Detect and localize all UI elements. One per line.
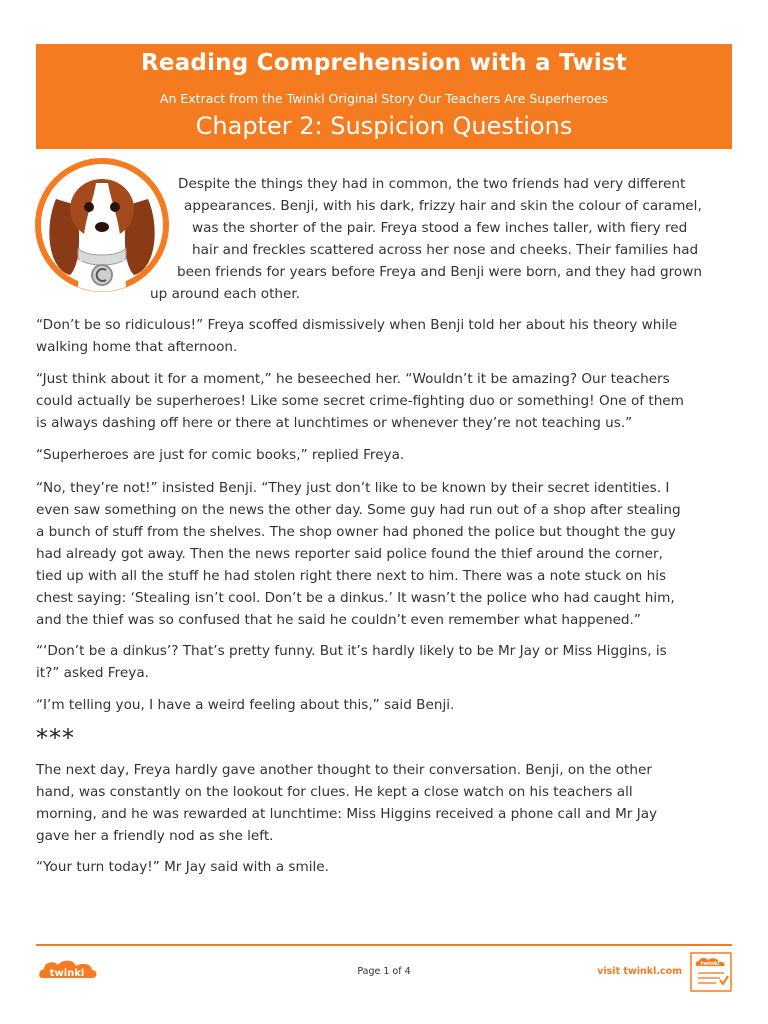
page-subtitle: An Extract from the Twinkl Original Story Our Teachers Are Superheroes <box>159 91 609 106</box>
text-line: “Your turn today!” Mr Jay said with a smile. <box>36 859 329 875</box>
paragraph-9 <box>36 856 736 878</box>
text-line: “No, they’re not!” insisted Benji. “They just don’t like to be known by their secret identities. I <box>36 480 670 496</box>
scene-separator: *** <box>36 724 75 752</box>
header-banner <box>36 44 732 149</box>
text-line: could actually be superheroes! Like some secret crime-fighting duo or something! One of them <box>36 393 684 409</box>
text-line: it?” asked Freya. <box>36 665 149 681</box>
visit-link[interactable]: visit twinkl.com <box>597 966 682 977</box>
text-line: chest saying: ‘Stealing isn’t cool. Don’t be a dinkus.’ It wasn’t the police who had caught him, <box>36 590 675 606</box>
text-line: was the shorter of the pair. Freya stood a few inches taller, with fiery red <box>192 220 688 236</box>
paragraph-6 <box>36 640 736 684</box>
logo-text: twinkl <box>49 968 85 979</box>
text-line: “Just think about it for a moment,” he beseeched her. “Wouldn’t it be amazing? Our teachers <box>36 371 670 387</box>
text-line: tied up with all the stuff he had stolen right there next to him. There was a note stuck on his <box>36 568 667 584</box>
paragraph-4 <box>36 444 736 466</box>
text-line: “‘Don’t be a dinkus’? That’s pretty funny. But it’s hardly likely to be Mr Jay or Miss Higgins, is <box>36 643 667 659</box>
text-line: hand, was constantly on the lookout for clues. He kept a close watch on his teachers all <box>36 784 633 800</box>
text-line: walking home that afternoon. <box>36 339 238 355</box>
text-line: had already got away. Then the news reporter said police found the thief around the corner, <box>36 546 663 562</box>
text-line: The next day, Freya hardly gave another thought to their conversation. Benji, on the other <box>36 762 652 778</box>
text-line: even saw something on the news the other day. Some guy had run out of a shop after stealing <box>36 502 681 518</box>
paragraph-3 <box>36 368 736 434</box>
page-title: Reading Comprehension with a Twist <box>141 50 627 76</box>
text-line: hair and freckles scattered across her nose and cheeks. Their families had <box>192 242 699 258</box>
text-line: and the thief was so confused that he said he couldn’t even remember what happened.” <box>36 612 641 628</box>
paragraph-1 <box>150 173 732 305</box>
paragraph-2 <box>36 314 736 358</box>
text-line: “I’m telling you, I have a weird feeling about this,” said Benji. <box>36 697 455 713</box>
text-line: gave her a friendly nod as she left. <box>36 828 274 844</box>
text-line: appearances. Benji, with his dark, frizzy hair and skin the colour of caramel, <box>184 198 702 214</box>
chapter-title: Chapter 2: Suspicion Questions <box>195 112 573 140</box>
text-line: up around each other. <box>150 286 301 302</box>
page-number: Page 1 of 4 <box>357 966 411 977</box>
text-line: “Don’t be so ridiculous!” Freya scoffed dismissively when Benji told her about his theory while <box>36 317 678 333</box>
text-line: morning, and he was rewarded at lunchtime: Miss Higgins received a phone call and Mr Jay <box>36 806 658 822</box>
paragraph-7 <box>36 694 736 716</box>
paragraph-8 <box>36 759 736 847</box>
quality-standard-badge <box>690 952 732 992</box>
text-line: is always dashing off here or there at lunchtimes or whenever they’re not teaching us.” <box>36 415 633 431</box>
badge-text: twinkl <box>700 961 720 967</box>
text-line: a bunch of stuff from the shelves. The shop owner had phoned the police but thought the guy <box>36 524 676 540</box>
text-line: been friends for years before Freya and Benji were born, and they had grown <box>177 264 702 280</box>
text-line: Despite the things they had in common, the two friends had very different <box>178 176 686 192</box>
text-line: “Superheroes are just for comic books,” replied Freya. <box>36 447 405 463</box>
paragraph-5 <box>36 477 736 631</box>
footer-divider <box>36 944 732 946</box>
